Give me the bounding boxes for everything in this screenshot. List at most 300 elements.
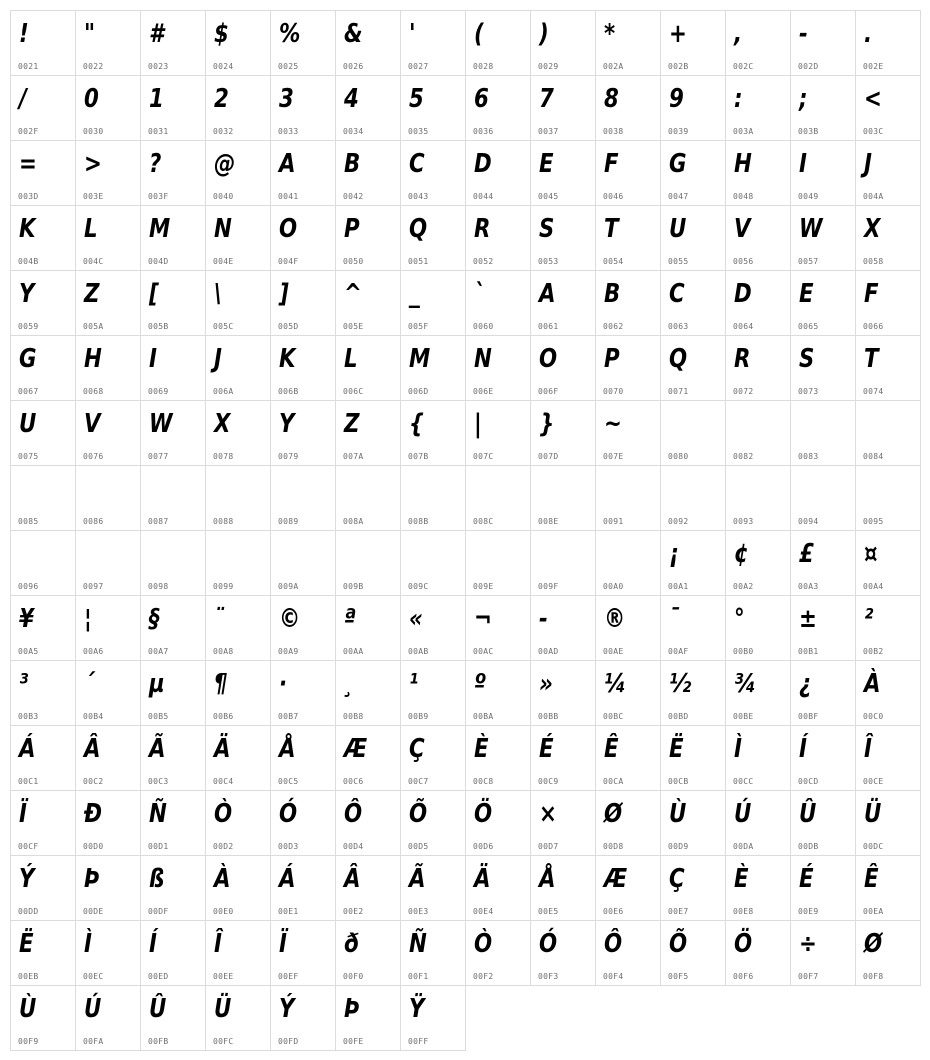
glyph-code-label: 00FC [213, 1037, 234, 1046]
glyph-cell [401, 661, 466, 726]
glyph-code-label: 00A1 [668, 582, 689, 591]
glyph-char: > [84, 149, 102, 179]
glyph-cell [726, 466, 791, 531]
glyph-char: ´ [84, 669, 95, 699]
glyph-cell [596, 401, 661, 466]
glyph-code-label: 0071 [668, 387, 689, 396]
glyph-code-label: 003F [148, 192, 169, 201]
glyph-cell [791, 596, 856, 661]
glyph-code-label: 0033 [278, 127, 299, 136]
glyph-char: _ [409, 279, 420, 309]
glyph-char: - [539, 604, 548, 634]
glyph-code-label: 006D [408, 387, 429, 396]
glyph-code-label: 0035 [408, 127, 429, 136]
glyph-char: O [539, 344, 558, 374]
glyph-char: ¾ [734, 669, 757, 699]
glyph-cell [856, 141, 921, 206]
glyph-char: D [734, 279, 752, 309]
glyph-char: ¯ [669, 604, 680, 634]
glyph-cell [531, 791, 596, 856]
glyph-code-label: 005E [343, 322, 364, 331]
glyph-code-label: 0050 [343, 257, 364, 266]
glyph-code-label: 0059 [18, 322, 39, 331]
glyph-cell [401, 856, 466, 921]
glyph-cell [401, 921, 466, 986]
glyph-cell [271, 76, 336, 141]
glyph-code-label: 004D [148, 257, 169, 266]
glyph-code-label: 00C7 [408, 777, 429, 786]
glyph-code-label: 0062 [603, 322, 624, 331]
glyph-char: Þ [84, 864, 100, 894]
glyph-char: Z [84, 279, 100, 309]
glyph-code-label: 003D [18, 192, 39, 201]
glyph-char: Z [344, 409, 360, 439]
glyph-cell [401, 531, 466, 596]
glyph-cell [11, 921, 76, 986]
glyph-char: " [84, 19, 96, 49]
glyph-cell [466, 531, 531, 596]
glyph-cell [726, 596, 791, 661]
glyph-cell [791, 141, 856, 206]
glyph-cell [466, 271, 531, 336]
glyph-grid [10, 10, 921, 1051]
glyph-char: Ü [864, 799, 882, 829]
glyph-cell [661, 401, 726, 466]
glyph-code-label: 0095 [863, 517, 884, 526]
glyph-code-label: 00CF [18, 842, 39, 851]
glyph-code-label: 00FE [343, 1037, 364, 1046]
glyph-code-label: 00C9 [538, 777, 559, 786]
glyph-cell [271, 726, 336, 791]
glyph-code-label: 0034 [343, 127, 364, 136]
glyph-char: R [474, 214, 491, 244]
glyph-cell [726, 11, 791, 76]
glyph-cell [76, 336, 141, 401]
glyph-code-label: 00D4 [343, 842, 364, 851]
glyph-cell [726, 271, 791, 336]
glyph-char: Ñ [409, 929, 427, 959]
glyph-char: X [864, 214, 881, 244]
glyph-code-label: 00CC [733, 777, 754, 786]
glyph-cell [661, 791, 726, 856]
glyph-cell [466, 206, 531, 271]
glyph-cell [596, 76, 661, 141]
glyph-code-label: 002E [863, 62, 884, 71]
glyph-char: # [149, 19, 164, 49]
glyph-cell [206, 726, 271, 791]
glyph-cell [466, 856, 531, 921]
glyph-code-label: 0028 [473, 62, 494, 71]
glyph-code-label: 00B8 [343, 712, 364, 721]
glyph-cell [531, 726, 596, 791]
glyph-code-label: 00BB [538, 712, 559, 721]
glyph-cell [76, 271, 141, 336]
glyph-char: £ [799, 539, 814, 569]
glyph-code-label: 00EF [278, 972, 299, 981]
glyph-cell [791, 401, 856, 466]
glyph-char: ¸ [344, 669, 355, 699]
glyph-cell [856, 661, 921, 726]
glyph-code-label: 00E2 [343, 907, 364, 916]
glyph-code-label: 005C [213, 322, 234, 331]
glyph-char: ¨ [214, 604, 225, 634]
glyph-char: Â [344, 864, 361, 894]
glyph-char: $ [214, 19, 229, 49]
glyph-char: & [344, 19, 363, 49]
glyph-cell [11, 11, 76, 76]
glyph-char: M [409, 344, 431, 374]
glyph-cell [726, 856, 791, 921]
glyph-cell [726, 76, 791, 141]
glyph-char: ; [799, 84, 808, 114]
glyph-code-label: 0079 [278, 452, 299, 461]
glyph-char: ¡ [669, 539, 679, 569]
glyph-code-label: 0086 [83, 517, 104, 526]
glyph-cell [271, 661, 336, 726]
glyph-char: Æ [604, 864, 628, 894]
glyph-char: Í [149, 929, 157, 959]
glyph-cell [206, 531, 271, 596]
glyph-cell [271, 401, 336, 466]
glyph-cell [271, 141, 336, 206]
glyph-char: E [799, 279, 814, 309]
glyph-cell [141, 11, 206, 76]
glyph-code-label: 0046 [603, 192, 624, 201]
glyph-code-label: 00DF [148, 907, 169, 916]
glyph-cell [336, 921, 401, 986]
glyph-char: G [19, 344, 37, 374]
glyph-char: U [19, 409, 37, 439]
glyph-char: Y [279, 409, 295, 439]
glyph-cell [531, 921, 596, 986]
glyph-char: Ë [19, 929, 34, 959]
glyph-code-label: 0052 [473, 257, 494, 266]
glyph-char: ! [19, 19, 29, 49]
glyph-code-label: 00F4 [603, 972, 624, 981]
glyph-char: D [474, 149, 492, 179]
glyph-code-label: 00DA [733, 842, 754, 851]
glyph-cell [141, 531, 206, 596]
glyph-char: - [799, 19, 808, 49]
glyph-code-label: 00CD [798, 777, 819, 786]
glyph-code-label: 00E6 [603, 907, 624, 916]
glyph-cell [856, 271, 921, 336]
glyph-cell [596, 791, 661, 856]
glyph-cell [336, 466, 401, 531]
glyph-char: / [19, 84, 27, 114]
glyph-char: { [409, 409, 425, 439]
glyph-cell [401, 791, 466, 856]
glyph-code-label: 007A [343, 452, 364, 461]
glyph-cell [336, 206, 401, 271]
glyph-code-label: 0073 [798, 387, 819, 396]
glyph-cell [596, 11, 661, 76]
glyph-code-label: 0055 [668, 257, 689, 266]
glyph-cell [401, 141, 466, 206]
glyph-code-label: 00B6 [213, 712, 234, 721]
glyph-code-label: 009B [343, 582, 364, 591]
glyph-code-label: 00AA [343, 647, 364, 656]
glyph-cell [336, 336, 401, 401]
glyph-cell [726, 531, 791, 596]
glyph-char: Ó [279, 799, 298, 829]
glyph-code-label: 0054 [603, 257, 624, 266]
glyph-cell [76, 206, 141, 271]
glyph-cell [401, 206, 466, 271]
glyph-cell [336, 986, 401, 1051]
glyph-char: ) [539, 19, 549, 49]
glyph-code-label: 0044 [473, 192, 494, 201]
glyph-code-label: 004C [83, 257, 104, 266]
glyph-char: 0 [84, 84, 99, 114]
glyph-char: ` [474, 279, 485, 309]
glyph-code-label: 008A [343, 517, 364, 526]
glyph-cell [336, 856, 401, 921]
glyph-char: T [864, 344, 879, 374]
glyph-code-label: 00FF [408, 1037, 429, 1046]
glyph-char: A [279, 149, 296, 179]
glyph-char: ¼ [604, 669, 627, 699]
glyph-char: Á [279, 864, 296, 894]
glyph-cell [206, 856, 271, 921]
glyph-char: Ú [84, 994, 102, 1024]
glyph-char: J [214, 344, 222, 374]
glyph-code-label: 00A6 [83, 647, 104, 656]
glyph-char: Û [149, 994, 167, 1024]
glyph-cell [531, 76, 596, 141]
glyph-char: O [279, 214, 298, 244]
glyph-cell [76, 921, 141, 986]
glyph-char: N [214, 214, 232, 244]
glyph-code-label: 00F2 [473, 972, 494, 981]
glyph-code-label: 005F [408, 322, 429, 331]
glyph-code-label: 00CB [668, 777, 689, 786]
glyph-cell [76, 466, 141, 531]
glyph-char: ° [734, 604, 745, 634]
glyph-char: Ç [669, 864, 685, 894]
glyph-char: F [864, 279, 879, 309]
glyph-cell [206, 11, 271, 76]
glyph-char: Ö [474, 799, 493, 829]
glyph-code-label: 0056 [733, 257, 754, 266]
glyph-char: W [149, 409, 173, 439]
glyph-char: 3 [279, 84, 294, 114]
glyph-char: § [149, 604, 160, 634]
glyph-char: 9 [669, 84, 684, 114]
glyph-cell [856, 921, 921, 986]
glyph-cell [856, 531, 921, 596]
glyph-cell [856, 206, 921, 271]
glyph-cell [11, 141, 76, 206]
glyph-char: Ó [539, 929, 558, 959]
glyph-code-label: 006F [538, 387, 559, 396]
glyph-code-label: 00AF [668, 647, 689, 656]
glyph-code-label: 009A [278, 582, 299, 591]
glyph-char: K [19, 214, 36, 244]
glyph-code-label: 00FB [148, 1037, 169, 1046]
glyph-cell [466, 11, 531, 76]
glyph-cell [531, 466, 596, 531]
glyph-code-label: 00C0 [863, 712, 884, 721]
glyph-char: B [344, 149, 361, 179]
glyph-code-label: 00A3 [798, 582, 819, 591]
glyph-code-label: 0023 [148, 62, 169, 71]
glyph-code-label: 0076 [83, 452, 104, 461]
glyph-code-label: 00BD [668, 712, 689, 721]
glyph-code-label: 00B7 [278, 712, 299, 721]
glyph-cell [596, 141, 661, 206]
glyph-char: S [539, 214, 555, 244]
glyph-char: Ê [604, 734, 619, 764]
glyph-code-label: 0077 [148, 452, 169, 461]
glyph-cell [661, 141, 726, 206]
glyph-cell [76, 726, 141, 791]
glyph-char: J [864, 149, 872, 179]
glyph-char: + [669, 19, 687, 49]
glyph-cell [11, 76, 76, 141]
glyph-char: Ï [279, 929, 287, 959]
glyph-code-label: 00E1 [278, 907, 299, 916]
glyph-code-label: 006E [473, 387, 494, 396]
glyph-char: E [539, 149, 554, 179]
glyph-code-label: 0074 [863, 387, 884, 396]
glyph-char: µ [149, 669, 165, 699]
glyph-code-label: 0053 [538, 257, 559, 266]
glyph-char: Î [214, 929, 222, 959]
glyph-code-label: 0082 [733, 452, 754, 461]
glyph-char: L [344, 344, 358, 374]
glyph-code-label: 00E4 [473, 907, 494, 916]
glyph-code-label: 00BC [603, 712, 624, 721]
glyph-cell [271, 336, 336, 401]
glyph-cell [76, 141, 141, 206]
glyph-char: Ö [734, 929, 753, 959]
glyph-cell [466, 141, 531, 206]
glyph-code-label: 002F [18, 127, 39, 136]
glyph-cell [271, 11, 336, 76]
glyph-code-label: 00D6 [473, 842, 494, 851]
glyph-code-label: 009E [473, 582, 494, 591]
glyph-char: ¥ [19, 604, 34, 634]
glyph-code-label: 00A9 [278, 647, 299, 656]
glyph-cell [141, 271, 206, 336]
glyph-code-label: 00E8 [733, 907, 754, 916]
glyph-cell [596, 466, 661, 531]
glyph-code-label: 00C3 [148, 777, 169, 786]
glyph-code-label: 00F8 [863, 972, 884, 981]
glyph-cell [11, 596, 76, 661]
glyph-code-label: 00CE [863, 777, 884, 786]
glyph-cell [336, 76, 401, 141]
glyph-cell [141, 986, 206, 1051]
glyph-char: 2 [214, 84, 229, 114]
glyph-cell [791, 531, 856, 596]
glyph-cell [11, 401, 76, 466]
glyph-code-label: 00F9 [18, 1037, 39, 1046]
glyph-code-label: 0084 [863, 452, 884, 461]
glyph-cell [726, 921, 791, 986]
glyph-char: * [604, 19, 616, 49]
glyph-char: À [864, 669, 881, 699]
glyph-code-label: 0037 [538, 127, 559, 136]
glyph-code-label: 00C2 [83, 777, 104, 786]
glyph-code-label: 00E3 [408, 907, 429, 916]
glyph-cell [661, 921, 726, 986]
glyph-cell [206, 986, 271, 1051]
glyph-cell [206, 921, 271, 986]
glyph-char: . [864, 19, 873, 49]
glyph-char: ³ [19, 669, 29, 699]
glyph-code-label: 0030 [83, 127, 104, 136]
glyph-char: ^ [344, 279, 362, 309]
glyph-cell [661, 76, 726, 141]
glyph-code-label: 00D1 [148, 842, 169, 851]
glyph-cell [856, 401, 921, 466]
glyph-code-label: 00F1 [408, 972, 429, 981]
glyph-code-label: 0051 [408, 257, 429, 266]
glyph-cell [401, 11, 466, 76]
glyph-code-label: 00B5 [148, 712, 169, 721]
glyph-char: 8 [604, 84, 619, 114]
glyph-cell [466, 596, 531, 661]
glyph-code-label: 00B3 [18, 712, 39, 721]
glyph-cell [856, 791, 921, 856]
glyph-code-label: 005A [83, 322, 104, 331]
glyph-code-label: 008E [538, 517, 559, 526]
glyph-cell [791, 466, 856, 531]
glyph-cell [206, 271, 271, 336]
glyph-code-label: 0026 [343, 62, 364, 71]
glyph-char: 5 [409, 84, 424, 114]
glyph-char: < [864, 84, 882, 114]
glyph-char: Q [409, 214, 428, 244]
glyph-char: 6 [474, 84, 489, 114]
glyph-char: Ã [149, 734, 166, 764]
glyph-cell [726, 336, 791, 401]
glyph-cell [791, 726, 856, 791]
glyph-code-label: 00DC [863, 842, 884, 851]
glyph-char: È [474, 734, 489, 764]
glyph-char: A [539, 279, 556, 309]
glyph-cell [531, 336, 596, 401]
glyph-char: U [669, 214, 687, 244]
glyph-char: ± [799, 604, 817, 634]
glyph-code-label: 007E [603, 452, 624, 461]
glyph-char: » [539, 669, 553, 699]
glyph-cell [206, 661, 271, 726]
glyph-char: Û [799, 799, 817, 829]
glyph-char: L [84, 214, 98, 244]
glyph-code-label: 00CA [603, 777, 624, 786]
glyph-code-label: 002D [798, 62, 819, 71]
glyph-code-label: 008B [408, 517, 429, 526]
glyph-cell [271, 531, 336, 596]
glyph-char: Ñ [149, 799, 167, 829]
glyph-char: Ä [474, 864, 491, 894]
glyph-code-label: 00ED [148, 972, 169, 981]
glyph-cell [11, 531, 76, 596]
glyph-char: ð [344, 929, 359, 959]
glyph-cell [141, 466, 206, 531]
glyph-char: ß [149, 864, 165, 894]
glyph-cell [531, 531, 596, 596]
glyph-cell [336, 791, 401, 856]
glyph-cell [531, 206, 596, 271]
glyph-code-label: 00BE [733, 712, 754, 721]
glyph-char: } [539, 409, 555, 439]
glyph-char: H [734, 149, 752, 179]
glyph-char: Ê [864, 864, 879, 894]
